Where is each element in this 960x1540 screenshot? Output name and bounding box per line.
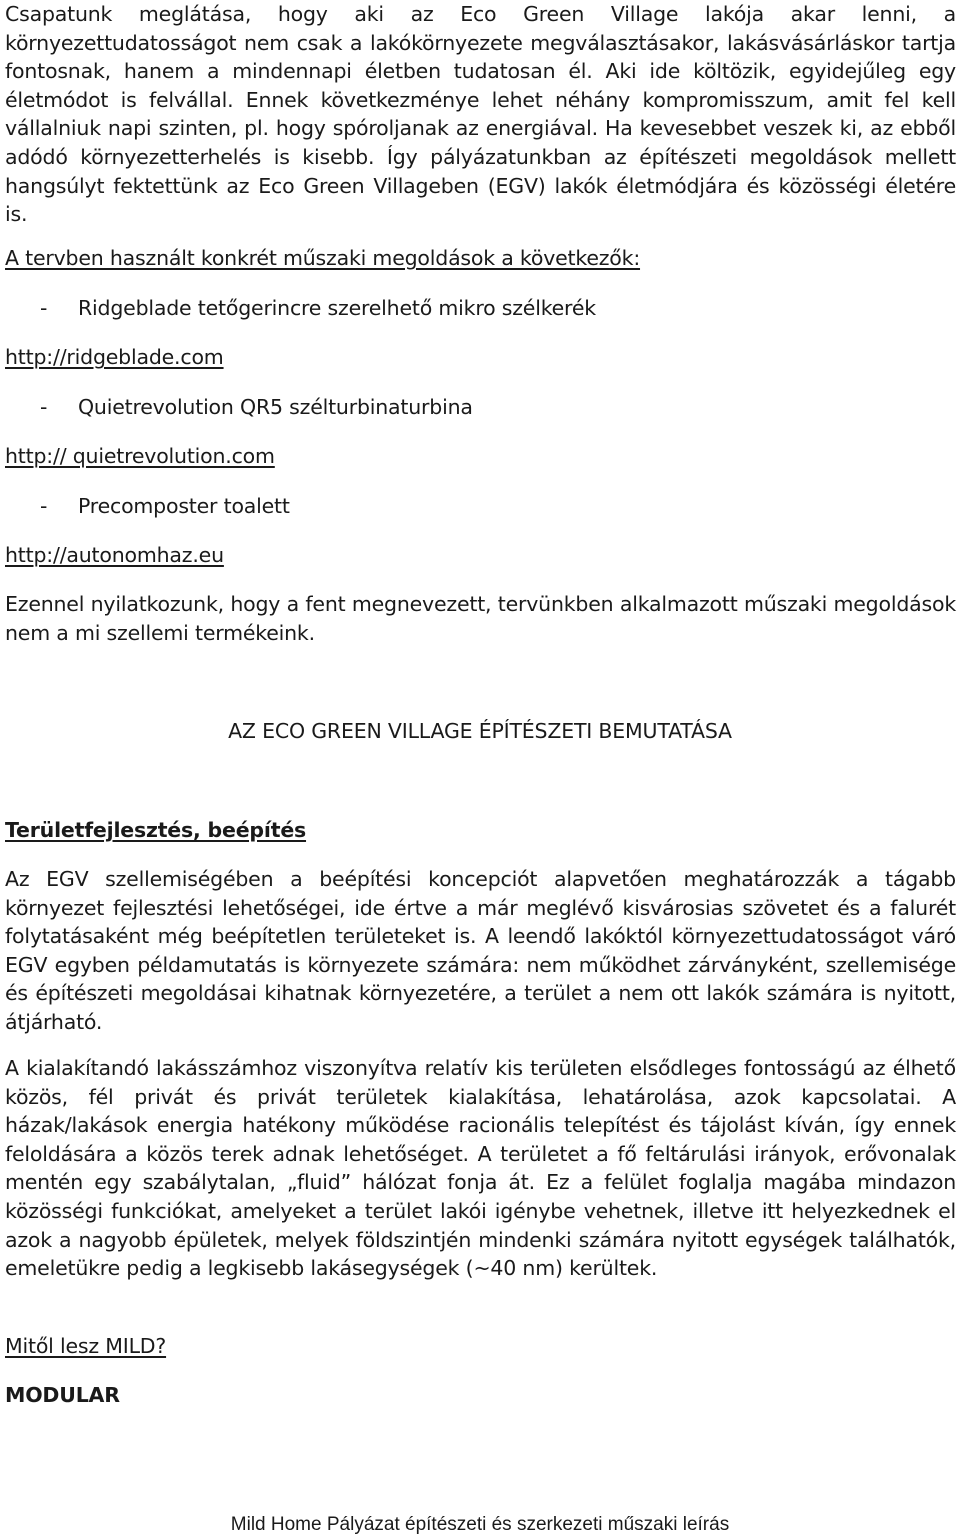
intro-paragraph: Csapatunk meglátása, hogy aki az Eco Green Village lakója akar lenni, a környezettudatosságot nem csak a lakókörnyezete megválasztásakor, lakásvásárláskor tartja fontosnak, hanem a mindennapi életben tudatosan él. Aki ide költözik, egyidejűleg egy életmódot is felvállal. Ennek következménye lehet néhány kompromisszum, amit fel kell vállalniuk napi szinten, pl. hogy spóroljanak az energiával. Ha kevesebbet veszek ki, az ebből adódó környezetterhelés is kisebb. Így pályázatunkban az építészeti megoldások mellett hangsúlyt fektettünk az Eco Green Villageben (EGV) lakók életmódjára és közösségi életére is. — [5, 2, 956, 227]
list-item-ridgeblade — [40, 294, 596, 323]
tech-solutions-heading: A tervben használt konkrét műszaki megoldások a következők: — [5, 246, 641, 270]
paragraph-spaces: A kialakítandó lakásszámhoz viszonyítva relatív kis területen elsődleges fontosságú az élhető közös, fél privát és privát területek kialakítása, lehatárolása, azok kapcsolatai. A házak/lakások energia hatékony működése racionális telepítést és tájolást kíván, így ennek feloldására a közös terek adnak lehetőséget. A területet a fő feltárulási irányok, erővonalak mentén egy szabálytalan, „fluid” hálózat fonja át. Ez a felület foglalja magába mindazon közösségi funkciókat, amelyeket a terület lakói igénybe vehetnek, illetve itt helyezkednek el azok a nagyobb épületek, melyek földszintjén mindenki számára nyitott egységek találhatók, emeletükre pedig a legkisebb lakásegységek (~40 nm) kerültek. — [5, 1056, 956, 1281]
list-dash: - — [40, 494, 48, 518]
question-heading: Mitől lesz MILD? — [5, 1334, 167, 1358]
subheading-development: Területfejlesztés, beépítés — [5, 818, 307, 842]
link-ridgeblade[interactable]: http://ridgeblade.com — [5, 345, 224, 369]
link-quietrevolution[interactable]: http:// quietrevolution.com — [5, 444, 275, 468]
list-item-label: Ridgeblade tetőgerincre szerelhető mikro szélkerék — [78, 296, 596, 320]
list-item-label: Precomposter toalett — [78, 494, 290, 518]
list-item-label: Quietrevolution QR5 szélturbinaturbina — [78, 395, 473, 419]
list-dash: - — [40, 395, 48, 419]
list-dash: - — [40, 296, 48, 320]
list-item-quietrevolution — [40, 393, 473, 422]
page-footer: Mild Home Pályázat építészeti és szerkezeti műszaki leírás — [230, 1514, 730, 1535]
modular-heading: MODULAR — [5, 1383, 120, 1407]
paragraph-concept: Az EGV szellemiségében a beépítési koncepciót alapvetően meghatározzák a tágabb környezet fejlesztési lehetőségei, ide értve a már meglévő kisvárosias szövetet és a falurét folytatásaként még beépítetlen területeket is. A leendő lakóktól környezettudatosságot váró EGV egyben példamutatás is környezete számára: nem működhet zárványként, szellemisége és építészeti megoldásai kihatnak környezetére, a terület a nem ott lakók számára is nyitott, átjárható. — [5, 867, 956, 1034]
list-item-precomposter — [40, 492, 290, 521]
section-title: AZ ECO GREEN VILLAGE ÉPÍTÉSZETI BEMUTATÁSA — [228, 719, 732, 743]
declaration-paragraph: Ezennel nyilatkozunk, hogy a fent megnevezett, tervünkben alkalmazott műszaki megoldások nem a mi szellemi termékeink. — [5, 592, 956, 645]
link-autonomhaz[interactable]: http://autonomhaz.eu — [5, 543, 224, 567]
